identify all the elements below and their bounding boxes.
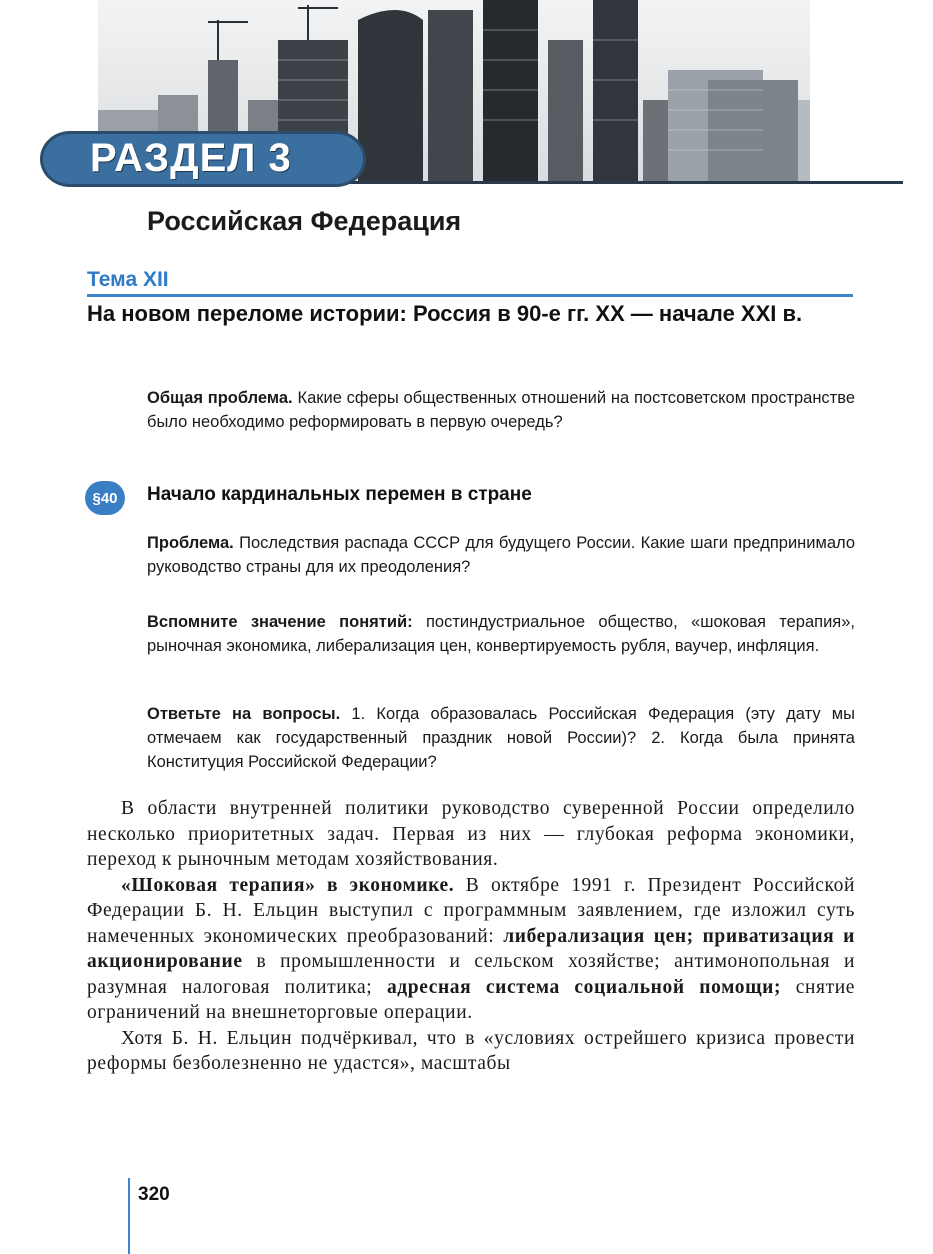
body-p2-lead: «Шоковая терапия» в экономике. (121, 874, 455, 896)
concepts (147, 610, 855, 658)
section-label: РАЗДЕЛ 3 (90, 136, 292, 180)
body-paragraph-1: В области внутренней политики руководство суверенной России определило несколько приоритетных задач. Первая из них — глубокая реформа экономики, переход к рыночным методам хозяйствования. (87, 798, 855, 870)
page-number: 320 (138, 1184, 170, 1205)
body-p2-a: В октябре 1991 г. Президент Российской Федерации Б. Н. Ельцин выступил с программным заявлением, где изложил суть намеченных экономических преобразований: (87, 874, 855, 947)
problem (147, 531, 855, 579)
problem-text: Последствия распада СССР для будущего России. Какие шаги предпринимало руководство страны для их преодоления? (147, 534, 855, 576)
general-problem-lead: Общая проблема. (147, 389, 293, 407)
concepts-text: постиндустриальное общество, «шоковая терапия», рыночная экономика, либерализация цен, конвертируемость рубля, ваучер, инфляция. (147, 613, 855, 655)
paragraph-title: Начало кардинальных перемен в стране (147, 484, 532, 505)
body-p2-bold-1: либерализация цен; приватизация и акционирование (87, 925, 855, 972)
body-paragraph-3: Хотя Б. Н. Ельцин подчёркивал, что в «условиях острейшего кризиса провести реформы безболезненно не удастся», масштабы (87, 1027, 855, 1074)
body-paragraph-2 (87, 873, 855, 1026)
topic-rule (87, 294, 853, 297)
general-problem (147, 386, 855, 434)
body-p2-d: снятие ограничений на внешнеторговые операции. (87, 976, 855, 1023)
general-problem-text: Какие сферы общественных отношений на постсоветском пространстве было необходимо реформировать в первую очередь? (147, 389, 855, 431)
header-rule (330, 181, 903, 184)
concepts-lead: Вспомните значение понятий: (147, 613, 413, 631)
body-p2-c: в промышленности и сельском хозяйстве; антимонопольная и разумная налоговая политика; (87, 951, 855, 998)
paragraph-badge: §40 (85, 481, 125, 515)
body-text (87, 796, 855, 1077)
questions-lead: Ответьте на вопросы. (147, 705, 341, 723)
topic-title: На новом переломе истории: Россия в 90-е гг. XX — начале XXI в. (87, 301, 803, 326)
page-number-rule (128, 1178, 130, 1254)
topic-label: Тема XII (87, 268, 169, 291)
questions-text: 1. Когда образовалась Российская Федерация (эту дату мы отмечаем как государственный праздник новой России)? 2. Когда была принята Конституция Российской Федерации? (147, 705, 855, 771)
problem-lead: Проблема. (147, 534, 234, 552)
part-title: Российская Федерация (147, 206, 462, 236)
questions (147, 702, 855, 774)
body-p2-bold-2: адресная система социальной помощи; (386, 976, 782, 998)
